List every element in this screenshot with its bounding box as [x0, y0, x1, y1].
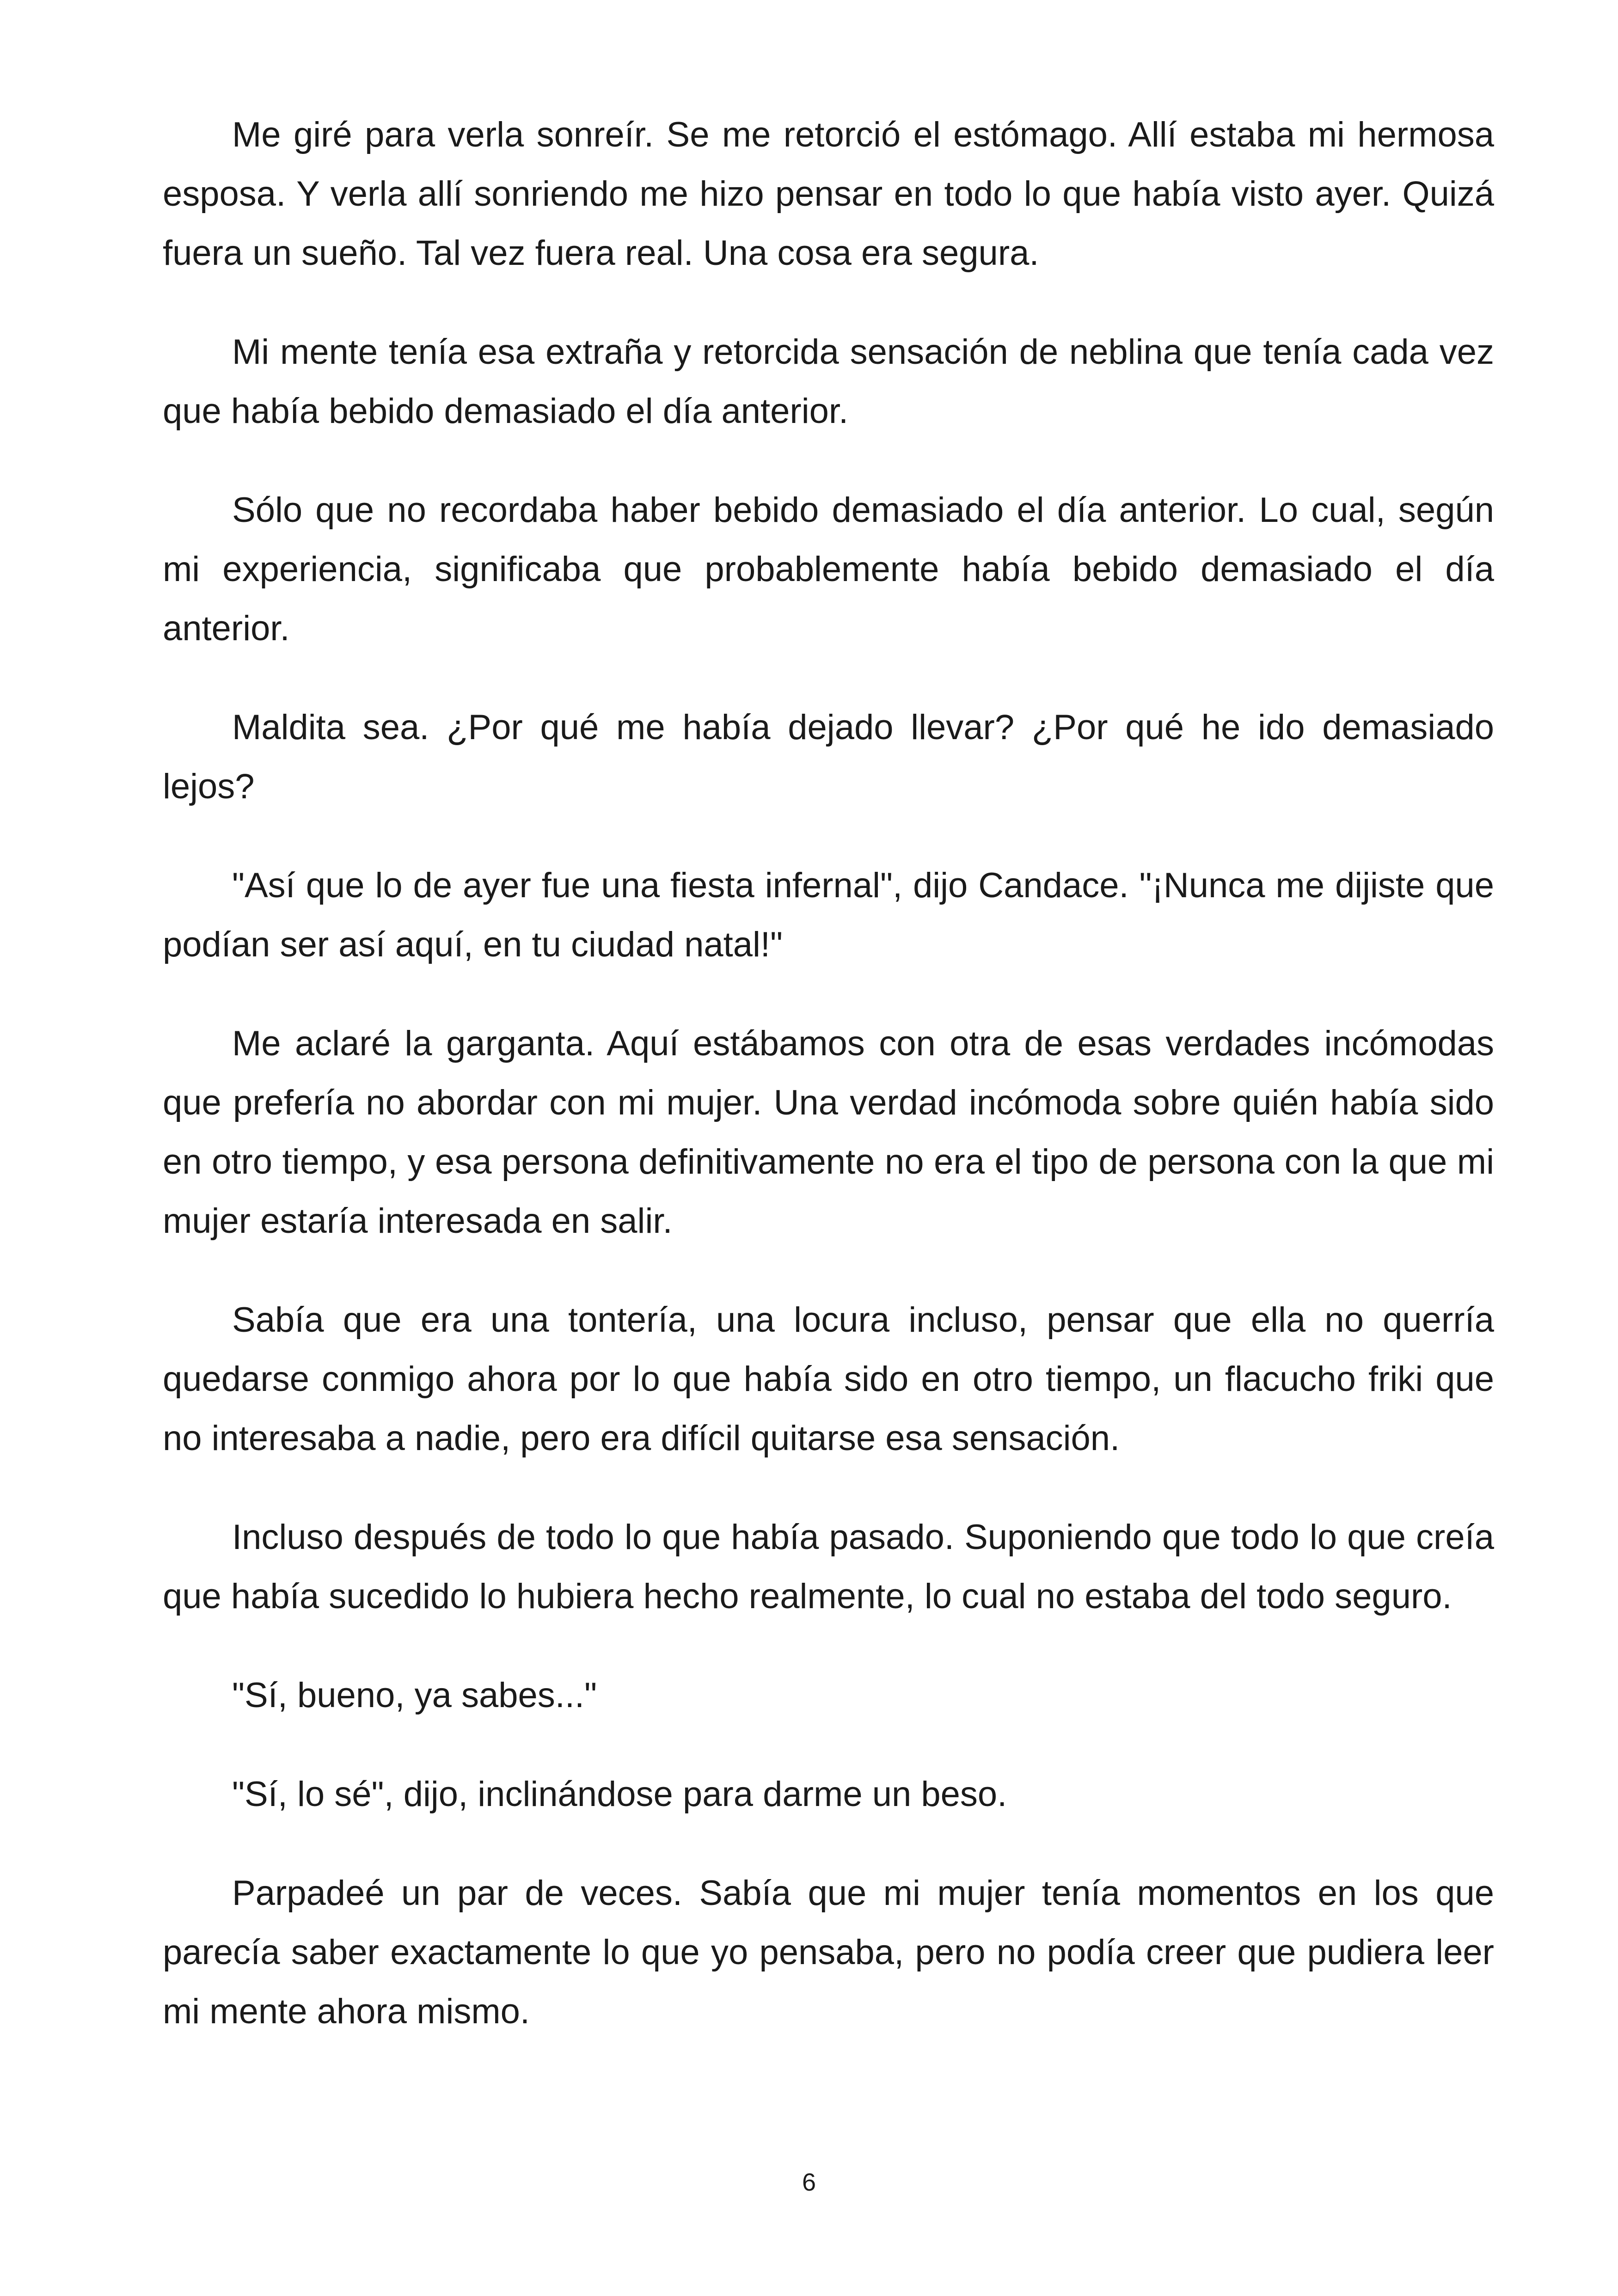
paragraph: Sólo que no recordaba haber bebido demasiado el día anterior. Lo cual, según mi experiencia, significaba que probablemente había bebido demasiado el día anterior.: [163, 490, 1494, 648]
paragraph: "Sí, bueno, ya sabes...": [232, 1676, 597, 1715]
paragraph: Me giré para verla sonreír. Se me retorció el estómago. Allí estaba mi hermosa esposa. Y verla allí sonriendo me hizo pensar en todo lo que había visto ayer. Quizá fuera un sueño. Tal vez fuera real. Una cosa era segura.: [163, 115, 1494, 273]
paragraph: Sabía que era una tontería, una locura incluso, pensar que ella no querría quedarse conmigo ahora por lo que había sido en otro tiempo, un flacucho friki que no interesaba a nadie, pero era difícil quitarse esa sensación.: [163, 1300, 1494, 1458]
page-number: 6: [802, 2168, 816, 2196]
paragraph: Incluso después de todo lo que había pasado. Suponiendo que todo lo que creía que había sucedido lo hubiera hecho realmente, lo cual no estaba del todo seguro.: [163, 1518, 1494, 1616]
body-text: [163, 105, 1494, 2081]
paragraph: Me aclaré la garganta. Aquí estábamos con otra de esas verdades incómodas que prefería no abordar con mi mujer. Una verdad incómoda sobre quién había sido en otro tiempo, y esa persona definitivamente no era el tipo de persona con la que mi mujer estaría interesada en salir.: [163, 1024, 1494, 1241]
paragraph: "Así que lo de ayer fue una fiesta infernal", dijo Candace. "¡Nunca me dijiste que podían ser así aquí, en tu ciudad natal!": [163, 866, 1494, 964]
paragraph: "Sí, lo sé", dijo, inclinándose para darme un beso.: [232, 1775, 1007, 1814]
paragraph: Maldita sea. ¿Por qué me había dejado llevar? ¿Por qué he ido demasiado lejos?: [163, 708, 1494, 806]
paragraph: Mi mente tenía esa extraña y retorcida sensación de neblina que tenía cada vez que había bebido demasiado el día anterior.: [163, 332, 1494, 431]
paragraph: Parpadeé un par de veces. Sabía que mi mujer tenía momentos en los que parecía saber exactamente lo que yo pensaba, pero no podía creer que pudiera leer mi mente ahora mismo.: [163, 1874, 1494, 2031]
